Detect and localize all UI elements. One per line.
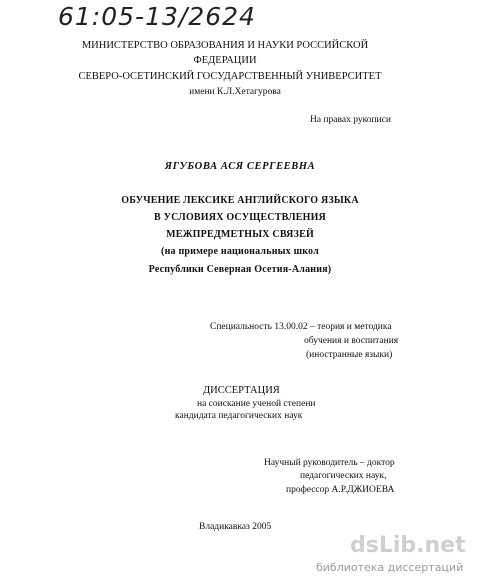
supervisor-line-3: профессор А.Р.ДЖИОЕВА — [286, 485, 395, 495]
specialty-line-3: (иностранные языки) — [306, 350, 393, 360]
manuscript-note: На правах рукописи — [310, 115, 391, 125]
university-named-after: имени К.Л.Хетагурова — [189, 87, 281, 97]
title-line-3: МЕЖПРЕДМЕТНЫХ СВЯЗЕЙ — [166, 229, 314, 240]
city-year: Владикавказ 2005 — [199, 522, 272, 532]
title-line-4: (на примере национальных школ — [161, 246, 319, 257]
dissertation-line-2: на соискание ученой степени — [197, 399, 316, 409]
dslib-watermark-logo — [350, 533, 466, 558]
dslib-logo-text: dsLib.net — [350, 533, 466, 558]
ministry-line: МИНИСТЕРСТВО ОБРАЗОВАНИЯ И НАУКИ РОССИЙСКОЙ — [81, 40, 369, 51]
title-line-2: В УСЛОВИЯХ ОСУЩЕСТВЛЕНИЯ — [154, 212, 326, 223]
ministry-line-federation: ФЕДЕРАЦИИ — [193, 55, 257, 66]
supervisor-line-1: Научный руководитель – доктор — [264, 458, 395, 468]
dissertation-heading: ДИССЕРТАЦИЯ — [203, 385, 280, 396]
supervisor-line-2: педагогических наук, — [300, 471, 387, 481]
title-line-5: Республики Северная Осетия-Алания) — [148, 264, 332, 275]
title-line-1: ОБУЧЕНИЕ ЛЕКСИКЕ АНГЛИЙСКОГО ЯЗЫКА — [121, 195, 359, 206]
university-name: СЕВЕРО-ОСЕТИНСКИЙ ГОСУДАРСТВЕННЫЙ УНИВЕРСИТЕТ — [78, 71, 382, 82]
specialty-line-2: обучения и воспитания — [304, 336, 399, 346]
author-name: ЯГУБОВА АСЯ СЕРГЕЕВНА — [164, 161, 316, 172]
specialty-line-1: Специальность 13.00.02 – теория и методика — [210, 322, 392, 332]
dissertation-line-3: кандидата педагогических наук — [175, 411, 303, 421]
handwritten-catalog-number: 61:05-13/2624 — [58, 2, 256, 31]
dslib-watermark-subtitle: библиотека диссертаций — [316, 561, 464, 574]
